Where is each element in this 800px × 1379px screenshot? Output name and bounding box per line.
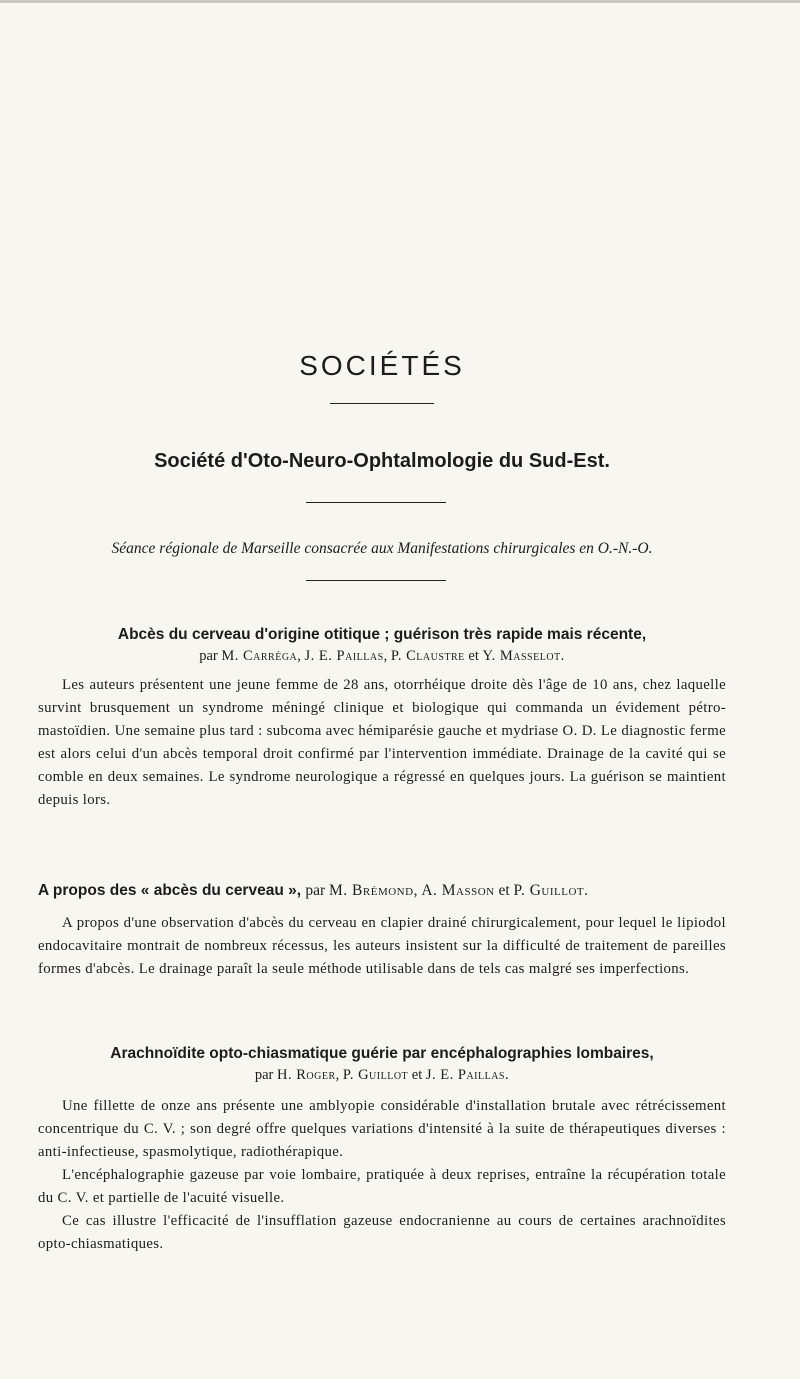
authors-and: et bbox=[468, 648, 479, 664]
article-title: Abcès du cerveau d'origine otitique ; guérison très rapide mais récente, bbox=[117, 626, 647, 643]
author-name: A. Masson bbox=[421, 882, 495, 899]
society-heading: Société d'Oto-Neuro-Ophtalmologie du Sud-Est. bbox=[154, 450, 610, 472]
authors-by: par bbox=[305, 882, 326, 899]
authors-and: et bbox=[498, 882, 510, 899]
article-paragraph: L'encéphalographie gazeuse par voie lombaire, pratiquée à deux reprises, entraîne la récupération totale du C. V. et partielle de l'acuité visuelle. bbox=[38, 1167, 726, 1206]
article-3 bbox=[38, 1043, 726, 1256]
author-name: Y. Masselot. bbox=[482, 648, 565, 664]
author-name: P. Guillot bbox=[342, 1067, 409, 1083]
session-subtitle: Séance régionale de Marseille consacrée aux Manifestations chirurgicales en O.-N.-O. bbox=[111, 540, 653, 557]
authors-by: par bbox=[199, 648, 218, 664]
article-1 bbox=[38, 624, 726, 812]
section-title: SOCIÉTÉS bbox=[299, 350, 465, 381]
author-name: P. Guillot. bbox=[513, 882, 589, 899]
article-paragraph: Les auteurs présentent une jeune femme de 28 ans, otorrhéique droite dès l'âge de 10 ans, chez laquelle survint brusquement un syndrome méningé clinique et biologique qui commanda un évidement pétro-mastoïdien. Une semaine plus tard : subcoma avec hémiparésie gauche et mydriase O. D. Le diagnostic ferme est alors celui d'un abcès temporal droit confirmé par l'intervention immédiate. Drainage de la cavité qui se comble en deux semaines. Le syndrome neurologique a régressé en quelques jours. La guérison se maintient depuis lors. bbox=[38, 677, 726, 808]
article-2 bbox=[38, 880, 726, 981]
authors-by: par bbox=[254, 1067, 274, 1083]
article-authors: par H. Roger, P. Guillot et J. E. Paillas. bbox=[254, 1067, 510, 1083]
article-paragraph: A propos d'une observation d'abcès du cerveau en clapier drainé chirurgicalement, pour lequel le lipiodol endocavitaire montrait de nombreux récessus, les auteurs insistent sur la difficulté de traitement de pareilles formes d'abcès. Le drainage paraît la seule méthode utilisable dans de tels cas malgré ses imperfections. bbox=[38, 915, 726, 977]
author-name: M. Carréga bbox=[221, 648, 298, 664]
divider-rule bbox=[330, 403, 434, 404]
divider-rule bbox=[306, 580, 446, 581]
article-authors: par M. Brémond, A. Masson et P. Guillot. bbox=[305, 882, 589, 899]
article-paragraph: Ce cas illustre l'efficacité de l'insufflation gazeuse endocranienne au cours de certaines arachnoïdites opto-chiasmatiques. bbox=[38, 1213, 726, 1252]
author-name: P. Claustre bbox=[390, 648, 465, 664]
article-paragraph: Une fillette de onze ans présente une amblyopie considérable d'installation brutale avec rétrécissement concentrique du C. V. ; son degré offre quelques variations d'intensité à la suite de thérapeutiques diverses : anti-infectieuse, spasmolytique, radiothérapique. bbox=[38, 1098, 726, 1160]
divider-rule bbox=[306, 502, 446, 503]
article-title: A propos des « abcès du cerveau », bbox=[38, 882, 302, 899]
authors-and: et bbox=[411, 1067, 423, 1083]
page-top-edge bbox=[0, 0, 800, 3]
article-title: Arachnoïdite opto-chiasmatique guérie par encéphalographies lombaires, bbox=[110, 1045, 654, 1062]
author-name: H. Roger bbox=[277, 1067, 336, 1083]
article-authors: par M. Carréga, J. E. Paillas, P. Claustre et Y. Masselot. bbox=[199, 648, 565, 664]
article-title-line bbox=[38, 880, 726, 902]
author-name: J. E. Paillas. bbox=[425, 1067, 510, 1083]
author-name: M. Brémond bbox=[329, 882, 414, 899]
author-name: J. E. Paillas bbox=[304, 648, 384, 664]
